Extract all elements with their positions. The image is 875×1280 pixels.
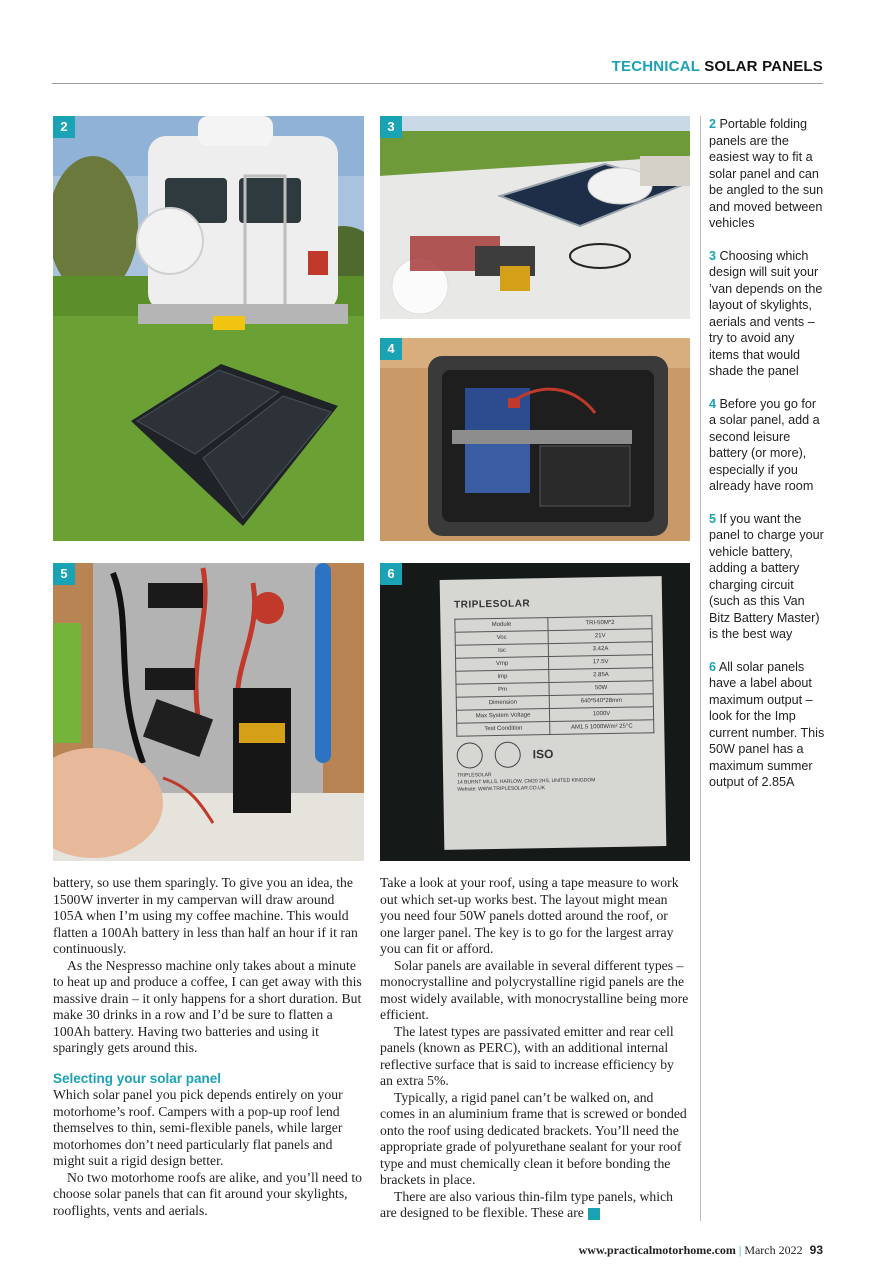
label-brand: TRIPLESOLAR [454, 598, 531, 611]
spec-value: 17.5V [549, 655, 653, 670]
body-paragraph: Solar panels are available in several different types – monocrystalline and polycrystalline rigid panels are the most widely available, with monocrystalline being more efficient. [380, 957, 689, 1022]
photo-3-image [380, 116, 690, 319]
footer-separator: | [738, 1243, 742, 1257]
spec-value: 640*540*28mm [549, 694, 653, 709]
spec-key: Isc [455, 644, 548, 659]
spec-key: Voc [455, 631, 548, 646]
body-paragraph: There are also various thin-film type panels, which are designed to be flexible. These are ➜ [380, 1188, 673, 1220]
caption-5: 5 If you want the panel to charge your vehicle battery, adding a battery charging circuit (such as this Van Bitz Battery Master) is the best way [709, 511, 824, 641]
subheading: Selecting your solar panel [53, 1070, 222, 1086]
spec-key: Module [455, 618, 548, 633]
photo-2 [53, 116, 364, 541]
spec-value: 50W [549, 681, 653, 696]
photo-captions [700, 116, 825, 1221]
caption-2: 2 Portable folding panels are the easiest way to fit a solar panel and can be angled to the sun and moved between vehicles [709, 117, 824, 230]
spec-value: 1000V [550, 707, 654, 722]
cert-logos [457, 739, 655, 768]
spec-row [457, 720, 654, 736]
spec-value: 2.85A [549, 668, 653, 683]
photo-number: 2 [53, 116, 75, 138]
header-divider [52, 83, 823, 84]
photo-number: 4 [380, 338, 402, 360]
tuv-logo-icon [457, 742, 483, 768]
spec-key: Pm [456, 683, 549, 698]
photo-number: 6 [380, 563, 402, 585]
solar-spec-label [440, 576, 667, 850]
continue-arrow-icon: ➜ [588, 1208, 600, 1220]
header-accent: TECHNICAL [611, 58, 700, 75]
footer-url: www.practicalmotorhome.com [578, 1243, 736, 1257]
photo-4 [380, 338, 690, 541]
spec-key: Imp [456, 670, 549, 685]
iso-logo: ISO [532, 747, 554, 762]
header-main: SOLAR PANELS [704, 58, 823, 75]
photo-number: 5 [53, 563, 75, 585]
photo-5-image [53, 563, 364, 861]
body-paragraph: battery, so use them sparingly. To give you an idea, the 1500W inverter in my campervan will draw around 105A when I’m using my coffee machine. This would flatten a 100Ah battery in less than half an hour if it ran continuously. [53, 875, 358, 956]
spec-key: Dimension [456, 696, 549, 711]
photo-5 [53, 563, 364, 861]
caption-4: 4 Before you go for a solar panel, add a second leisure battery (or more), especially if you already have room [709, 396, 820, 493]
body-paragraph: As the Nespresso machine only takes about a minute to heat up and produce a coffee, I can get away with this massive drain – it only happens for a short duration. But make 30 drinks in a row and I’d be sure to flatten a 100Ah battery. Having two batteries and using it sparingly gets around this. [53, 957, 362, 1055]
spec-value: 3.42A [548, 642, 652, 657]
body-column-1 [53, 875, 363, 1219]
photo-3 [380, 116, 690, 319]
photo-6 [380, 563, 690, 861]
body-paragraph: Which solar panel you pick depends entirely on your motorhome’s roof. Campers with a pop-up roof lend themselves to thin, semi-flexible panels, while larger motorhomes don’t need particularly flat panels and might suit a rigid design better. [53, 1087, 343, 1168]
spec-key: Test Condition [457, 722, 550, 737]
photo-2-image [53, 116, 364, 541]
spec-key: Max System Voltage [456, 709, 549, 724]
spec-value: 21V [548, 629, 652, 644]
body-paragraph: Typically, a rigid panel can’t be walked on, and comes in an aluminium frame that is screwed or bonded onto the roof using dedicated brackets. You’ll need the appropriate grade of polyurethane sealant for your roof type and must chemically clean it before bonding the brackets in place. [380, 1089, 687, 1187]
caption-3: 3 Choosing which design will suit your ’van depends on the layout of skylights, aerials and vents – try to avoid any items that would shade the panel [709, 248, 823, 378]
body-paragraph: The latest types are passivated emitter and rear cell panels (known as PERC), with an additional internal reflective surface that is said to increase efficiency by an extra 5%. [380, 1023, 674, 1088]
body-paragraph: No two motorhome roofs are alike, and you’ll need to choose solar panels that can fit around your skylights, rooflights, vents and aerials. [53, 1169, 362, 1218]
body-paragraph: Take a look at your roof, using a tape measure to work out which set-up works best. The layout might mean you need four 50W panels dotted around the roof, or one larger panel. The key is to go for the largest array you can fit or afford. [380, 875, 679, 956]
spec-key: Vmp [456, 657, 549, 672]
iec-logo-icon [494, 742, 520, 768]
spec-value: AM1.5 1000W/m² 25°C [550, 720, 654, 735]
label-footer: TRIPLESOLAR 14 BURNT MILLS, HARLOW, CM20 2HS, UNITED KINGDOM Website: WWW.TRIPLESOLAR.CO.UK [457, 772, 596, 793]
spec-table [454, 615, 654, 736]
caption-6: 6 All solar panels have a label about maximum output – look for the Imp current number. This 50W panel has a maximum summer output of 2.85A [709, 659, 825, 789]
page-footer [579, 1243, 823, 1258]
page-number: 93 [809, 1243, 823, 1257]
photo-4-image [380, 338, 690, 541]
footer-date: March 2022 [744, 1243, 803, 1257]
section-header [612, 58, 823, 75]
photo-number: 3 [380, 116, 402, 138]
body-column-2 [380, 875, 690, 1222]
spec-value: TRI-50M*2 [548, 616, 652, 631]
